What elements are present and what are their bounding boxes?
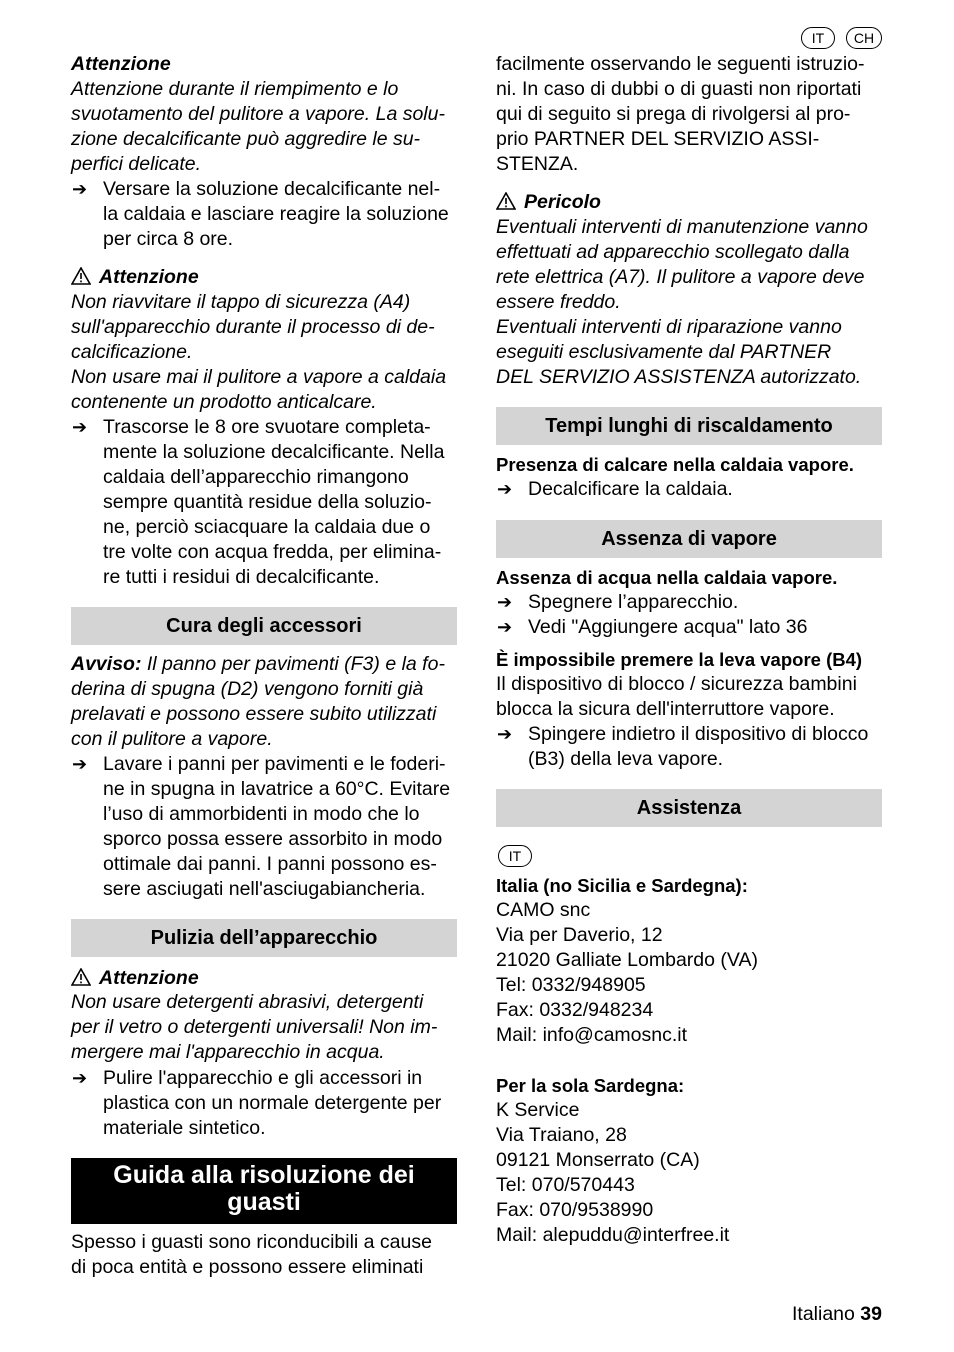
warning-icon <box>71 968 91 986</box>
text-line: Mail: alepuddu@interfree.it <box>496 1224 730 1246</box>
text-line: ne, perciò sciacquare la caldaia due o <box>103 516 431 538</box>
text-line: ne in spugna in lavatrice a 60°C. Evitare <box>103 778 451 800</box>
text-line: svuotamento del pulitore a vapore. La solu- <box>71 103 445 125</box>
section-heading-assenza: Assenza di vapore <box>496 520 882 558</box>
text-line: plastica con un normale detergente per <box>103 1092 442 1114</box>
text-line: Non usare mai il pulitore a vapore a caldaia <box>71 366 447 388</box>
footer-language: Italiano <box>791 1303 855 1325</box>
text-line: sempre quantità residue della soluzio- <box>103 491 432 513</box>
text-line: facilmente osservando le seguenti istruzio- <box>496 53 865 75</box>
text-line: CAMO snc <box>496 899 591 921</box>
text-line: Spingere indietro il dispositivo di blocco <box>528 723 869 745</box>
text-line: mente la soluzione decalcificante. Nella <box>103 441 445 463</box>
text-line: Decalcificare la caldaia. <box>528 478 733 500</box>
text-line: Attenzione durante il riempimento e lo <box>71 78 399 100</box>
text-line: essere freddo. <box>496 291 621 313</box>
text-line: Spegnere l’apparecchio. <box>528 591 739 613</box>
text-line: ni. In caso di dubbi o di guasti non riportati <box>496 78 862 100</box>
text-line: effettuati ad apparecchio scollegato dalla <box>496 241 850 263</box>
text-line: Vedi "Aggiungere acqua" lato 36 <box>528 616 808 638</box>
chapter-title-line: guasti <box>227 1188 301 1216</box>
arrow-right-icon: ➔ <box>497 592 513 612</box>
attention-heading <box>71 966 199 991</box>
problem-heading: Presenza di calcare nella caldaia vapore. <box>496 454 854 475</box>
text-line: Lavare i panni per pavimenti e le foderi- <box>103 753 446 775</box>
text-line: Fax: 070/9538990 <box>496 1199 654 1221</box>
danger-label: Pericolo <box>524 191 601 213</box>
text-line: prio PARTNER DEL SERVIZIO ASSI- <box>496 128 820 150</box>
text-line: per circa 8 ore. <box>103 228 234 250</box>
chapter-title <box>71 1158 457 1224</box>
text-line: Eventuali interventi di riparazione vanno <box>496 316 842 338</box>
text-line: Il dispositivo di blocco / sicurezza bambini <box>496 673 857 695</box>
text-line: ottimale dai panni. I panni possono es- <box>103 853 437 875</box>
contact-heading: Per la sola Sardegna: <box>496 1075 685 1096</box>
section-heading-assistenza: Assistenza <box>496 789 882 827</box>
text-line: sere asciugati nell'asciugabiancheria. <box>103 878 426 900</box>
arrow-right-icon: ➔ <box>72 179 88 199</box>
text-line: Via Traiano, 28 <box>496 1124 627 1146</box>
text-line: zione decalcificante può aggredire le su- <box>71 128 421 150</box>
text-line: re tutti i residui di decalcificante. <box>103 566 380 588</box>
text-line: Il panno per pavimenti (F3) e la fo- <box>141 653 445 675</box>
text-line: eseguiti esclusivamente dal PARTNER <box>496 341 832 363</box>
problem-heading: È impossibile premere la leva vapore (B4) <box>496 649 863 670</box>
arrow-right-icon: ➔ <box>72 417 88 437</box>
danger-heading <box>496 190 601 215</box>
text-line: Non usare detergenti abrasivi, detergenti <box>71 991 424 1013</box>
text-line: Mail: info@camosnc.it <box>496 1024 688 1046</box>
text-line: 21020 Galliate Lombardo (VA) <box>496 949 758 971</box>
text-line: derina di spugna (D2) vengono forniti già <box>71 678 424 700</box>
lang-badge-it: IT <box>801 27 835 49</box>
text-line: qui di seguito si prega di rivolgersi al pro- <box>496 103 851 125</box>
text-line: Fax: 0332/948234 <box>496 999 654 1021</box>
attention-label: Attenzione <box>99 266 199 288</box>
arrow-right-icon: ➔ <box>497 724 513 744</box>
warning-icon <box>496 192 516 210</box>
page-footer <box>792 1302 882 1327</box>
text-line: (B3) della leva vapore. <box>528 748 724 770</box>
page-number: 39 <box>860 1303 882 1325</box>
text-line: l’uso di ammorbidenti in modo che lo <box>103 803 420 825</box>
arrow-right-icon: ➔ <box>497 479 513 499</box>
text-line: tre volte con acqua fredda, per elimina- <box>103 541 442 563</box>
text-line: Pulire l'apparecchio e gli accessori in <box>103 1067 423 1089</box>
arrow-right-icon: ➔ <box>72 754 88 774</box>
attention-heading <box>71 265 199 290</box>
attention-heading: Attenzione <box>71 53 171 75</box>
text-line: caldaia dell’apparecchio rimangono <box>103 466 409 488</box>
text-line: Spesso i guasti sono riconducibili a cause <box>71 1231 432 1253</box>
lang-badge-ch: CH <box>846 27 882 49</box>
avviso-label: Avviso: <box>71 653 142 675</box>
attention-label: Attenzione <box>99 967 199 989</box>
text-line: Versare la soluzione decalcificante nel- <box>103 178 441 200</box>
text-line: sporco possa essere assorbito in modo <box>103 828 443 850</box>
problem-heading: Assenza di acqua nella caldaia vapore. <box>496 567 838 588</box>
text-line: DEL SERVIZIO ASSISTENZA autorizzato. <box>496 366 862 388</box>
text-line: 09121 Monserrato (CA) <box>496 1149 700 1171</box>
text-line: Tel: 0332/948905 <box>496 974 646 996</box>
text-line: la caldaia e lasciare reagire la soluzione <box>103 203 449 225</box>
section-heading-tempi: Tempi lunghi di riscaldamento <box>496 407 882 445</box>
text-line: Eventuali interventi di manutenzione vanno <box>496 216 868 238</box>
text-line: blocca la sicura dell'interruttore vapore. <box>496 698 835 720</box>
arrow-right-icon: ➔ <box>72 1068 88 1088</box>
text-line: prelavati e possono essere subito utilizzati <box>71 703 437 725</box>
text-line: Tel: 070/570443 <box>496 1174 635 1196</box>
section-heading-cura: Cura degli accessori <box>71 607 457 645</box>
text-line: K Service <box>496 1099 580 1121</box>
text-line: di poca entità e possono essere eliminati <box>71 1256 424 1278</box>
text-line: STENZA. <box>496 153 579 175</box>
text-line: materiale sintetico. <box>103 1117 266 1139</box>
section-heading-pulizia: Pulizia dell’apparecchio <box>71 919 457 957</box>
text-line: sull'apparecchio durante il processo di de- <box>71 316 435 338</box>
text-line: con il pulitore a vapore. <box>71 728 273 750</box>
text-line: perfici delicate. <box>71 153 202 175</box>
text-line: calcificazione. <box>71 341 193 363</box>
arrow-right-icon: ➔ <box>497 617 513 637</box>
text-line: mergere mai l'apparecchio in acqua. <box>71 1041 385 1063</box>
avviso-line <box>71 652 445 677</box>
chapter-title-line: Guida alla risoluzione dei <box>113 1161 415 1189</box>
text-line: Non riavvitare il tappo di sicurezza (A4) <box>71 291 411 313</box>
text-line: Via per Daverio, 12 <box>496 924 663 946</box>
warning-icon <box>71 267 91 285</box>
text-line: contenente un prodotto anticalcare. <box>71 391 377 413</box>
text-line: rete elettrica (A7). Il pulitore a vapore deve <box>496 266 865 288</box>
text-line: per il vetro o detergenti universali! Non im- <box>71 1016 438 1038</box>
country-badge-it: IT <box>498 845 532 867</box>
text-line: Trascorse le 8 ore svuotare completa- <box>103 416 431 438</box>
contact-heading: Italia (no Sicilia e Sardegna): <box>496 875 748 896</box>
